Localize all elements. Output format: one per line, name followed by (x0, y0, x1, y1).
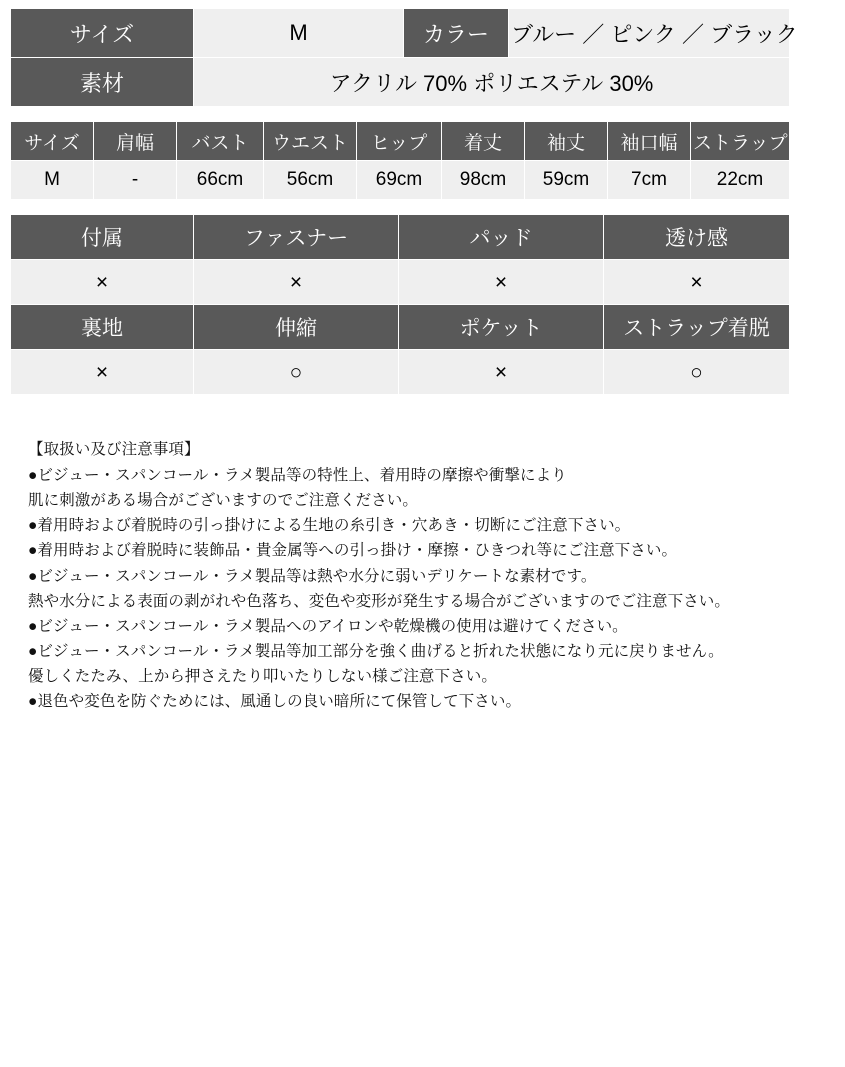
table-row (11, 161, 790, 200)
col-header-strap-length: ストラップの長さ (691, 122, 790, 161)
care-notes (10, 437, 790, 714)
feature-header-zipper: ファスナー (194, 215, 399, 260)
feature-header-pad: パッド (399, 215, 604, 260)
care-note-line: ●ビジュー・スパンコール・ラメ製品へのアイロンや乾燥機の使用は避けてください。 (28, 617, 628, 635)
value-size: M (11, 161, 94, 200)
measurement-table (10, 121, 845, 200)
col-header-size: サイズ (11, 122, 94, 161)
feature-header-accessory: 付属 (11, 215, 194, 260)
feature-value-stretch: ○ (194, 350, 399, 395)
col-header-shoulder: 肩幅 (94, 122, 177, 161)
material-header: 素材 (11, 58, 194, 107)
feature-value-pad: × (399, 260, 604, 305)
material-value: アクリル 70% ポリエステル 30% (194, 58, 790, 107)
feature-table (10, 214, 790, 395)
table-row (11, 9, 790, 58)
care-note-line: ●ビジュー・スパンコール・ラメ製品等加工部分を強く曲げると折れた状態になり元に戻りません。 (28, 642, 724, 660)
table-header-row (11, 122, 790, 161)
feature-value-sheerness: × (604, 260, 790, 305)
feature-value-zipper: × (194, 260, 399, 305)
care-note-line: ●退色や変色を防ぐためには、風通しの良い暗所にて保管して下さい。 (28, 693, 522, 711)
feature-header-pocket: ポケット (399, 305, 604, 350)
divider (10, 200, 790, 214)
value-strap-length: 22cm (691, 161, 790, 200)
care-note-line: 優しくたたみ、上から押さえたり叩いたりしない様ご注意下さい。 (28, 667, 497, 685)
care-note-line: ●ビジュー・スパンコール・ラメ製品等の特性上、着用時の摩擦や衝撃により (28, 467, 567, 485)
feature-value-pocket: × (399, 350, 604, 395)
value-hip: 69cm (357, 161, 442, 200)
color-header: カラー (404, 9, 509, 58)
feature-header-lining: 裏地 (11, 305, 194, 350)
table-row (11, 260, 790, 305)
feature-header-strap-detachable: ストラップ着脱 (604, 305, 790, 350)
table-header-row (11, 305, 790, 350)
care-note-line: ●着用時および着脱時に装飾品・貴金属等への引っ掛け・摩擦・ひきつれ等にご注意下さい。 (28, 542, 678, 560)
feature-value-accessory: × (11, 260, 194, 305)
col-header-hip: ヒップ (357, 122, 442, 161)
feature-header-stretch: 伸縮 (194, 305, 399, 350)
value-cuff-width: 7cm (608, 161, 691, 200)
col-header-cuff-width: 袖口幅 (608, 122, 691, 161)
size-header: サイズ (11, 9, 194, 58)
basic-info-table (10, 8, 798, 107)
value-length: 98cm (442, 161, 525, 200)
size-value: M (194, 9, 404, 58)
care-note-line: ●着用時および着脱時の引っ掛けによる生地の糸引き・穴あき・切断にご注意下さい。 (28, 517, 631, 535)
divider (10, 107, 790, 121)
care-notes-title: 【取扱い及び注意事項】 (28, 441, 200, 458)
care-note-line: 熱や水分による表面の剥がれや色落ち、変色や変形が発生する場合がございますのでご注意下さい。 (28, 592, 731, 610)
value-sleeve-length: 59cm (525, 161, 608, 200)
feature-value-lining: × (11, 350, 194, 395)
col-header-bust: バスト (177, 122, 264, 161)
care-note-line: 肌に刺激がある場合がございますのでご注意ください。 (28, 492, 419, 510)
feature-header-sheerness: 透け感 (604, 215, 790, 260)
col-header-sleeve-length: 袖丈 (525, 122, 608, 161)
table-row (11, 350, 790, 395)
care-note-line: ●ビジュー・スパンコール・ラメ製品等は熱や水分に弱いデリケートな素材です。 (28, 567, 597, 585)
value-shoulder: - (94, 161, 177, 200)
feature-value-strap-detachable: ○ (604, 350, 790, 395)
color-value: ブルー ／ ピンク ／ ブラック (509, 9, 790, 58)
table-row (11, 58, 790, 107)
value-waist: 56cm (264, 161, 357, 200)
value-bust: 66cm (177, 161, 264, 200)
col-header-waist: ウエスト (264, 122, 357, 161)
table-header-row (11, 215, 790, 260)
col-header-length: 着丈 (442, 122, 525, 161)
